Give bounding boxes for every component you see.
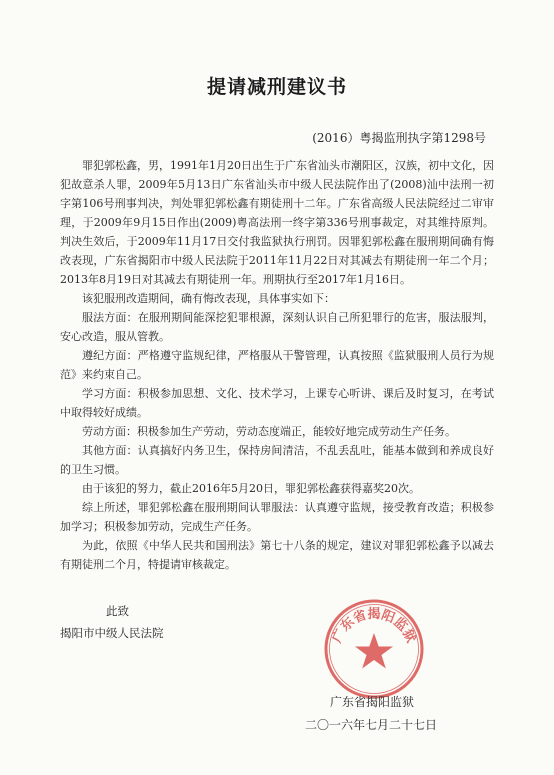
case-number: (2016）粤揭监刑执字第1298号 xyxy=(312,131,486,145)
issuer-name: 广东省揭阳监狱 xyxy=(330,695,415,709)
paragraph-awards: 由于该犯的努力，截止2016年5月20日，罪犯郭松鑫获得嘉奖20次。 xyxy=(82,482,420,495)
paragraph-study: 学习方面：积极参加思想、文化、技术学习，上课专心听讲、课后及时复习，在考试中取得较好成绩。 xyxy=(60,387,494,419)
seal-ring-textpath: 广东省揭阳监狱 xyxy=(329,606,419,646)
document-body xyxy=(60,156,494,574)
paragraph-labor: 劳动方面：积极参加生产劳动，劳动态度端正，能较好地完成劳动生产任务。 xyxy=(82,425,456,438)
addressee: 揭阳市中级人民法院 xyxy=(60,626,164,640)
document-title: 提请减刑建议书 xyxy=(206,76,347,98)
paragraph-law-abiding: 服法方面：在服刑期间能深挖犯罪根源，深刻认识自己所犯罪行的危害，服法服判，安心改造，服从管教。 xyxy=(60,311,494,343)
paragraph-basic-info: 罪犯郭松鑫，男，1991年1月20日出生于广东省汕头市潮阳区，汉族，初中文化，因犯故意杀人罪，2009年5月13日广东省汕头市中级人民法院作出了(2008)汕中法刑一初字第106号刑事判决，判处罪犯郭松鑫有期徒刑十二年。广东省高级人民法院经过二审审理，于2009年9月15日作出(2009)粤高法刑一终字第336号刑事裁定，对其维持原判。判决生效后，于2009年11月17日交付我监狱执行刑罚。因罪犯郭松鑫在服刑期间确有悔改表现，广东省揭阳市中级人民法院于2011年11月22日对其减去有期徒刑一年二个月；2013年8月19日对其减去有期徒刑一年。刑期执行至2017年1月16日。 xyxy=(60,159,494,286)
paragraph-summary: 综上所述，罪犯郭松鑫在服刑期间认罪服法：认真遵守监规，接受教育改造；积极参加学习；积极参加劳动，完成生产任务。 xyxy=(60,501,494,533)
paragraph-other: 其他方面：认真搞好内务卫生，保持房间清洁，不乱丢乱吐，能基本做到和养成良好的卫生习惯。 xyxy=(60,444,494,476)
paragraph-recommendation: 为此，依照《中华人民共和国刑法》第七十八条的规定，建议对罪犯郭松鑫予以减去有期徒刑二个月，特提请审核裁定。 xyxy=(60,539,494,571)
salutation: 此致 xyxy=(106,604,129,618)
official-seal-icon xyxy=(322,597,426,701)
closing-block xyxy=(60,600,494,644)
paragraph-discipline: 遵纪方面：严格遵守监规纪律，严格服从干警管理，认真按照《监狱服刑人员行为规范》来约束自己。 xyxy=(60,349,494,381)
seal-star xyxy=(355,633,393,669)
paragraph-intro: 该犯服刑改造期间，确有悔改表现，具体事实如下： xyxy=(82,292,335,305)
issue-date: 二〇一六年七月二十七日 xyxy=(305,718,438,732)
